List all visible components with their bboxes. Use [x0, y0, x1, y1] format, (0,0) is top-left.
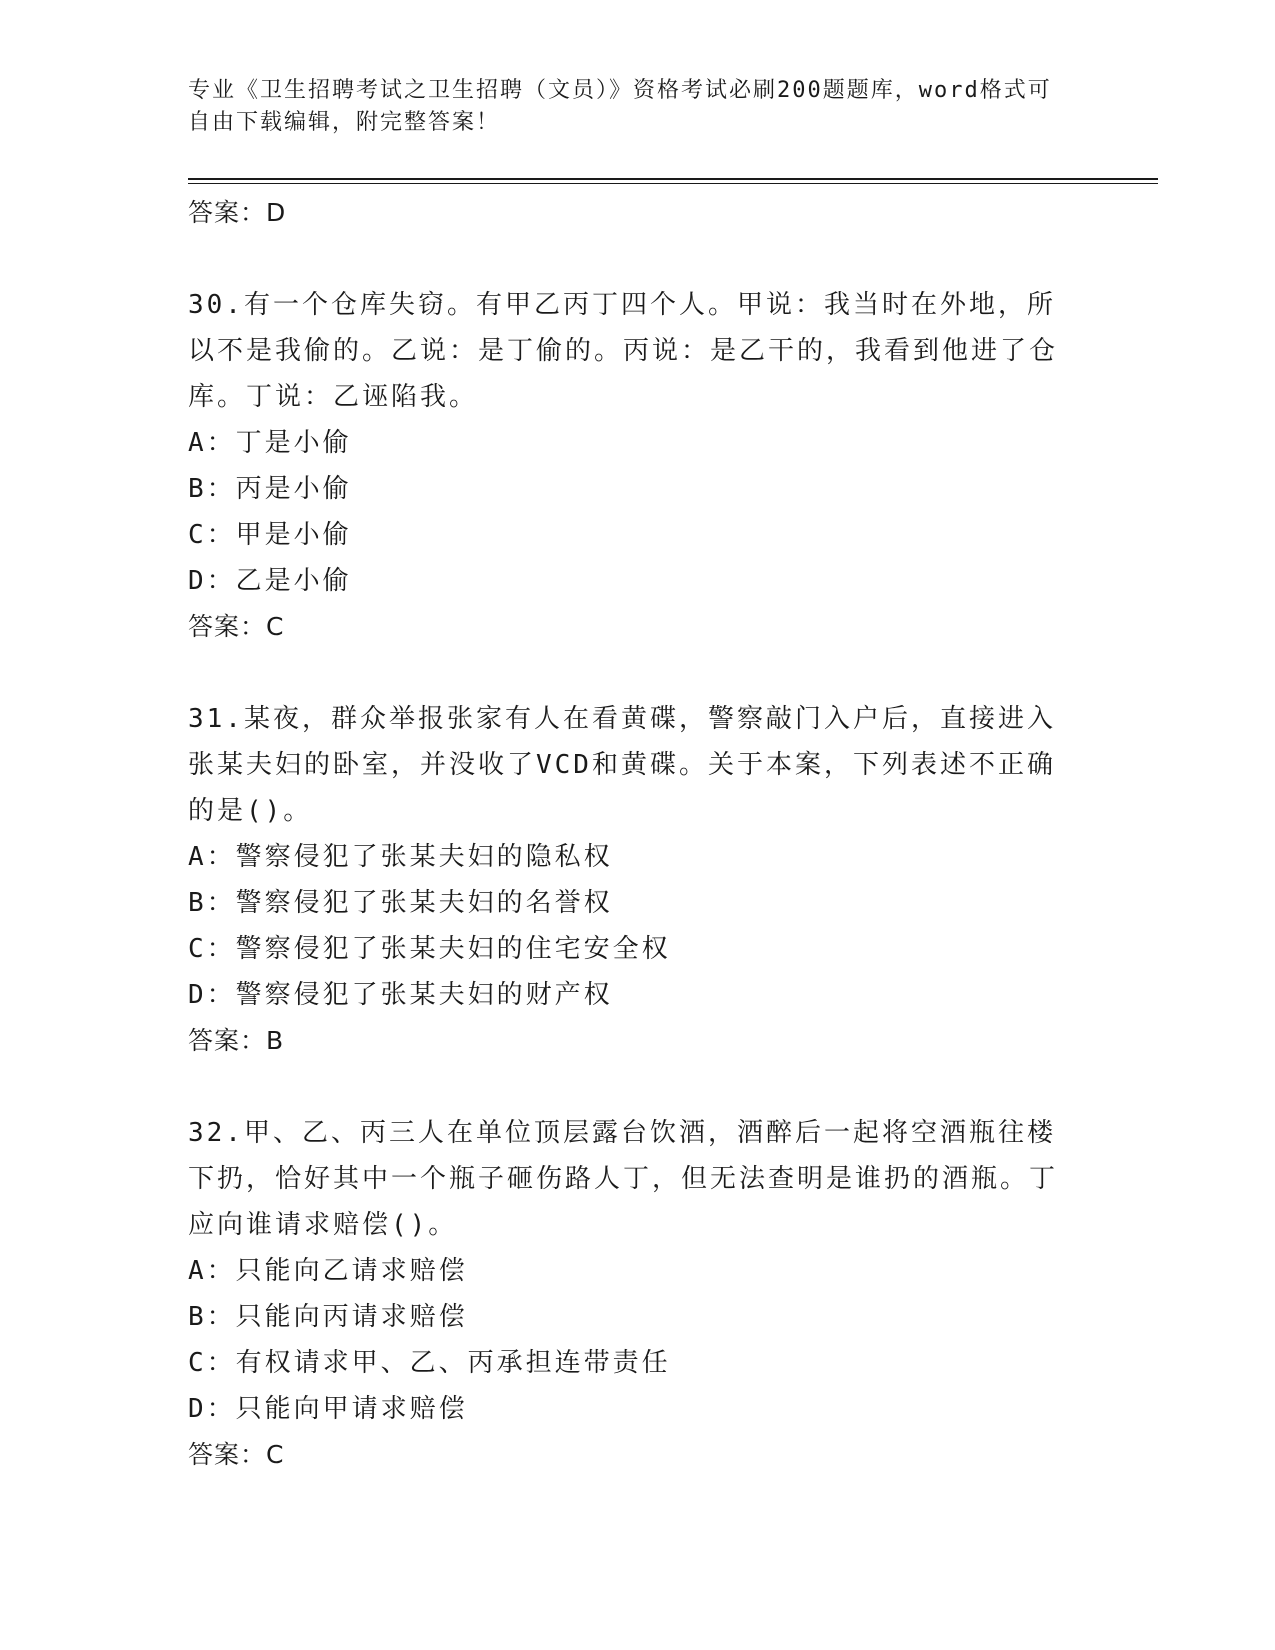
answer-label: 答案：D	[188, 198, 287, 227]
document-header: 专业《卫生招聘考试之卫生招聘（文员）》资格考试必刷200题题库，word格式可自由下载编辑，附完整答案！	[188, 78, 1052, 135]
option-d: D：警察侵犯了张某夫妇的财产权	[188, 980, 613, 1010]
option-a: A：丁是小偷	[188, 428, 352, 458]
option-b: B：警察侵犯了张某夫妇的名誉权	[188, 888, 613, 918]
question-31	[188, 696, 1088, 1064]
option-a: A：只能向乙请求赔偿	[188, 1256, 468, 1286]
question-text: 30.有一个仓库失窃。有甲乙丙丁四个人。甲说：我当时在外地，所以不是我偷的。乙说：是丁偷的。丙说：是乙干的，我看到他进了仓库。丁说：乙诬陷我。	[188, 290, 1059, 412]
answer-label: 答案：C	[188, 1440, 285, 1469]
header-divider-thin	[188, 183, 1158, 184]
question-text: 31.某夜，群众举报张家有人在看黄碟，警察敲门入户后，直接进入张某夫妇的卧室，并没收了VCD和黄碟。关于本案，下列表述不正确的是()。	[188, 704, 1056, 826]
option-c: C：甲是小偷	[188, 520, 352, 550]
option-b: B：只能向丙请求赔偿	[188, 1302, 468, 1332]
question-text: 32.甲、乙、丙三人在单位顶层露台饮酒，酒醉后一起将空酒瓶往楼下扔，恰好其中一个瓶子砸伤路人丁，但无法查明是谁扔的酒瓶。丁应向谁请求赔偿()。	[188, 1118, 1059, 1240]
option-d: D：只能向甲请求赔偿	[188, 1394, 468, 1424]
option-c: C：警察侵犯了张某夫妇的住宅安全权	[188, 934, 671, 964]
option-d: D：乙是小偷	[188, 566, 352, 596]
question-32	[188, 1110, 1088, 1478]
option-c: C：有权请求甲、乙、丙承担连带责任	[188, 1348, 671, 1378]
option-a: A：警察侵犯了张某夫妇的隐私权	[188, 842, 613, 872]
header-divider-thick	[188, 178, 1158, 180]
question-30	[188, 282, 1088, 650]
answer-label: 答案：B	[188, 1026, 285, 1055]
document-body	[188, 190, 1088, 1478]
answer-label: 答案：C	[188, 612, 285, 641]
option-b: B：丙是小偷	[188, 474, 352, 504]
